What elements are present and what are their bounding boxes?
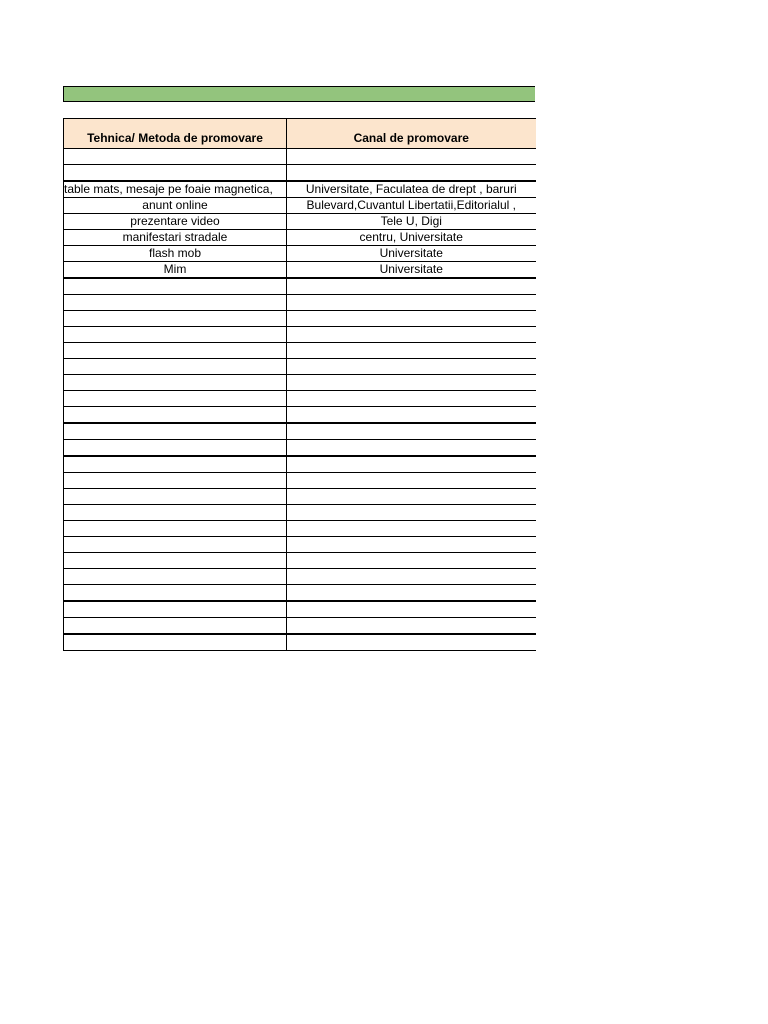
cell-channel[interactable] bbox=[287, 311, 536, 327]
cell-method[interactable] bbox=[64, 407, 287, 424]
cell-channel[interactable] bbox=[287, 521, 536, 537]
cell-method[interactable]: table mats, mesaje pe foaie magnetica, bbox=[64, 181, 287, 198]
cell-method[interactable] bbox=[64, 553, 287, 569]
cell-channel[interactable] bbox=[287, 391, 536, 407]
table-row bbox=[64, 165, 536, 182]
cell-channel[interactable] bbox=[287, 569, 536, 585]
cell-channel[interactable] bbox=[287, 553, 536, 569]
table-row bbox=[64, 489, 536, 505]
cell-channel[interactable]: Universitate bbox=[287, 262, 536, 279]
header-method[interactable]: Tehnica/ Metoda de promovare bbox=[64, 119, 287, 149]
table-row bbox=[64, 440, 536, 457]
table-row bbox=[64, 407, 536, 424]
table-row bbox=[64, 295, 536, 311]
cell-method[interactable]: prezentare video bbox=[64, 214, 287, 230]
cell-channel[interactable]: Universitate, Faculatea de drept , baruri bbox=[287, 181, 536, 198]
cell-channel[interactable] bbox=[287, 489, 536, 505]
table-row bbox=[64, 553, 536, 569]
cell-method[interactable] bbox=[64, 375, 287, 391]
cell-method[interactable]: flash mob bbox=[64, 246, 287, 262]
cell-method[interactable] bbox=[64, 327, 287, 343]
cell-method[interactable] bbox=[64, 359, 287, 375]
cell-channel[interactable] bbox=[287, 359, 536, 375]
header-row bbox=[64, 119, 536, 149]
cell-channel[interactable] bbox=[287, 537, 536, 553]
table-row bbox=[64, 343, 536, 359]
cell-channel[interactable] bbox=[287, 149, 536, 165]
cell-method[interactable] bbox=[64, 343, 287, 359]
cell-method[interactable] bbox=[64, 473, 287, 489]
table-row bbox=[64, 585, 536, 602]
table-row bbox=[64, 359, 536, 375]
cell-method[interactable] bbox=[64, 311, 287, 327]
cell-method[interactable]: anunt online bbox=[64, 198, 287, 214]
table-row bbox=[64, 198, 536, 214]
cell-method[interactable] bbox=[64, 489, 287, 505]
table-row bbox=[64, 246, 536, 262]
cell-channel[interactable] bbox=[287, 295, 536, 311]
cell-method[interactable] bbox=[64, 149, 287, 165]
cell-channel[interactable]: Bulevard,Cuvantul Libertatii,Editorialul , bbox=[287, 198, 536, 214]
table-row bbox=[64, 569, 536, 585]
table-row bbox=[64, 391, 536, 407]
cell-method[interactable] bbox=[64, 537, 287, 553]
cell-channel[interactable] bbox=[287, 440, 536, 457]
table-row bbox=[64, 214, 536, 230]
table-body bbox=[64, 149, 536, 651]
cell-method[interactable] bbox=[64, 569, 287, 585]
table-row bbox=[64, 521, 536, 537]
table-row bbox=[64, 375, 536, 391]
cell-channel[interactable] bbox=[287, 423, 536, 440]
cell-method[interactable] bbox=[64, 440, 287, 457]
table-row bbox=[64, 230, 536, 246]
cell-method[interactable] bbox=[64, 456, 287, 473]
table-row bbox=[64, 149, 536, 165]
cell-channel[interactable] bbox=[287, 343, 536, 359]
cell-channel[interactable]: Universitate bbox=[287, 246, 536, 262]
cell-method[interactable] bbox=[64, 165, 287, 182]
cell-channel[interactable]: Tele U, Digi bbox=[287, 214, 536, 230]
cell-method[interactable] bbox=[64, 634, 287, 651]
cell-channel[interactable] bbox=[287, 278, 536, 295]
cell-channel[interactable]: centru, Universitate bbox=[287, 230, 536, 246]
cell-method[interactable] bbox=[64, 423, 287, 440]
cell-channel[interactable] bbox=[287, 407, 536, 424]
cell-method[interactable] bbox=[64, 505, 287, 521]
cell-channel[interactable] bbox=[287, 456, 536, 473]
table-row bbox=[64, 181, 536, 198]
header-channel[interactable]: Canal de promovare bbox=[287, 119, 536, 149]
table-row bbox=[64, 505, 536, 521]
cell-channel[interactable] bbox=[287, 473, 536, 489]
cell-channel[interactable] bbox=[287, 375, 536, 391]
cell-method[interactable] bbox=[64, 585, 287, 602]
cell-method[interactable] bbox=[64, 278, 287, 295]
table-row bbox=[64, 327, 536, 343]
cell-channel[interactable] bbox=[287, 327, 536, 343]
cell-channel[interactable] bbox=[287, 634, 536, 651]
table-row bbox=[64, 311, 536, 327]
cell-channel[interactable] bbox=[287, 505, 536, 521]
cell-method[interactable] bbox=[64, 391, 287, 407]
cell-method[interactable]: Mim bbox=[64, 262, 287, 279]
cell-channel[interactable] bbox=[287, 618, 536, 635]
cell-channel[interactable] bbox=[287, 601, 536, 618]
cell-method[interactable] bbox=[64, 601, 287, 618]
table-row bbox=[64, 278, 536, 295]
table-row bbox=[64, 473, 536, 489]
table-row bbox=[64, 456, 536, 473]
title-band bbox=[63, 86, 535, 102]
cell-method[interactable] bbox=[64, 295, 287, 311]
cell-method[interactable] bbox=[64, 618, 287, 635]
table-row bbox=[64, 262, 536, 279]
table-row bbox=[64, 423, 536, 440]
cell-method[interactable]: manifestari stradale bbox=[64, 230, 287, 246]
cell-method[interactable] bbox=[64, 521, 287, 537]
table-row bbox=[64, 618, 536, 635]
table-row bbox=[64, 601, 536, 618]
table-row bbox=[64, 634, 536, 651]
cell-channel[interactable] bbox=[287, 165, 536, 182]
cell-channel[interactable] bbox=[287, 585, 536, 602]
promotion-table bbox=[63, 118, 536, 651]
table-row bbox=[64, 537, 536, 553]
